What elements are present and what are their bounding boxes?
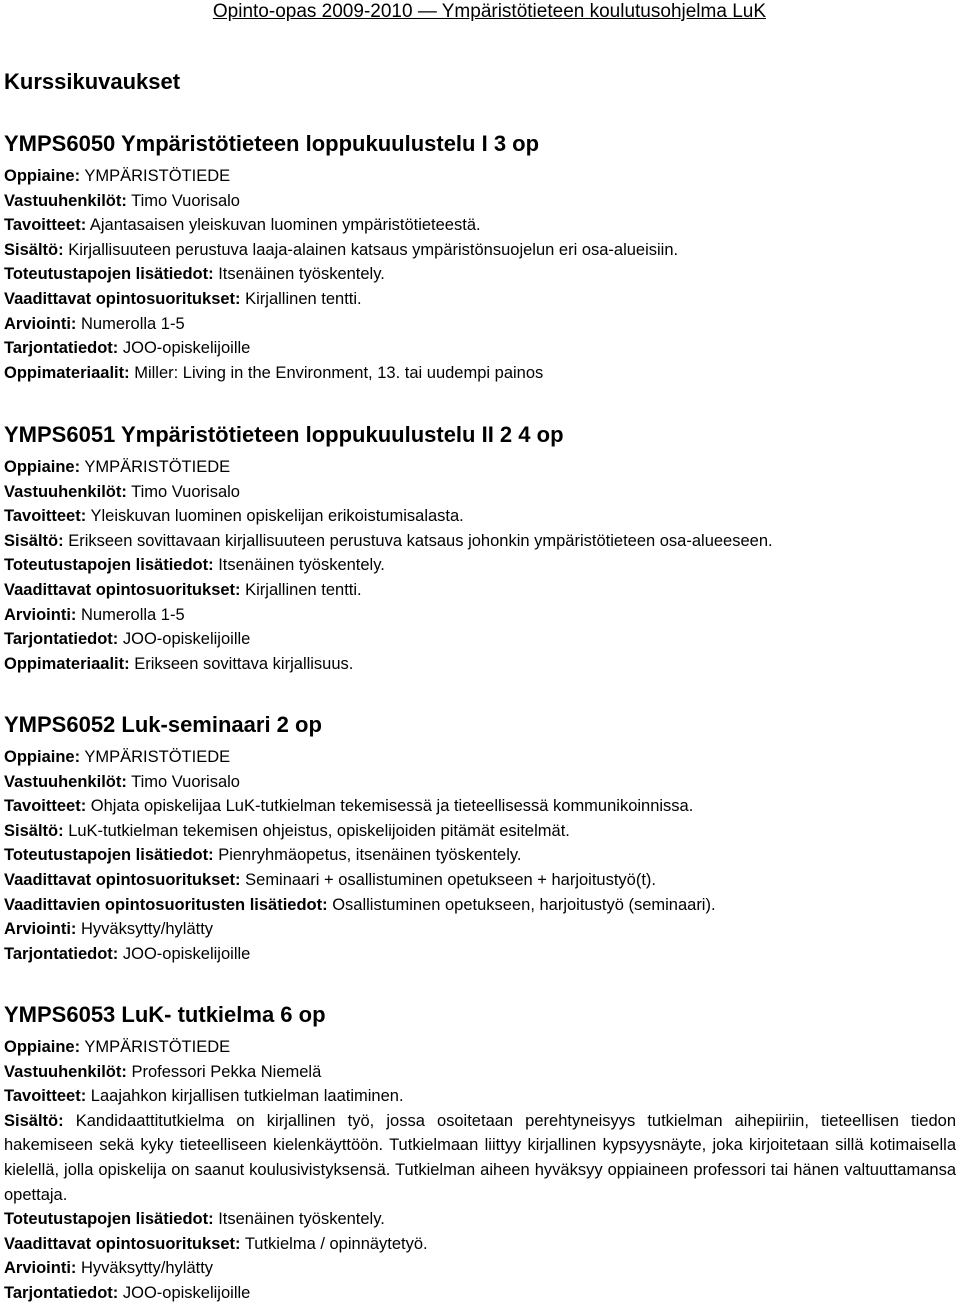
field-label: Arviointi: <box>4 314 77 333</box>
field-value: Timo Vuorisalo <box>126 191 240 210</box>
field-value: YMPÄRISTÖTIEDE <box>80 748 231 766</box>
field-value: JOO-opiskelijoille <box>118 339 251 358</box>
page-header-link[interactable]: Opinto-opas 2009-2010 — Ympäristötieteen koulutusohjelma LuK <box>212 1 766 22</box>
field-tarjontatiedot <box>4 1281 956 1306</box>
field-label: Sisältö: <box>4 531 64 550</box>
field-label: Tavoitteet: <box>4 507 87 526</box>
field-vaadittavat-opintosuoritukset <box>4 287 956 312</box>
field-value: Itsenäinen työskentely. <box>213 556 385 575</box>
field-label: Sisältö: <box>4 1111 64 1130</box>
field-value: Kirjallisuuteen perustuva laaja-alainen katsaus ympäristönsuojelun eri osa-alueisiin. <box>63 240 679 259</box>
field-value: Itsenäinen työskentely. <box>213 265 385 284</box>
field-vastuuhenkilot <box>4 480 956 505</box>
field-value: Kirjallinen tentti. <box>240 580 362 599</box>
field-tavoitteet <box>4 794 956 819</box>
field-value: Ohjata opiskelijaa LuK-tutkielman tekemisessä ja tieteellisessä kommunikoinnissa. <box>86 797 694 816</box>
field-tarjontatiedot <box>4 336 956 361</box>
field-tarjontatiedot <box>4 942 956 967</box>
field-vastuuhenkilot <box>4 1060 956 1085</box>
field-value: JOO-opiskelijoille <box>118 944 251 963</box>
field-label: Vastuuhenkilöt: <box>4 482 127 501</box>
field-value: Laajahkon kirjallisen tutkielman laatiminen. <box>86 1087 404 1106</box>
field-oppiaine <box>4 745 956 770</box>
field-label: Vastuuhenkilöt: <box>4 1062 127 1081</box>
field-value: Numerolla 1-5 <box>76 605 185 624</box>
course-title: YMPS6053 LuK- tutkielma 6 op <box>4 1002 326 1027</box>
field-toteutustapojen-lisatiedot <box>4 262 956 287</box>
field-label: Toteutustapojen lisätiedot: <box>4 846 214 865</box>
field-value: Miller: Living in the Environment, 13. tai uudempi painos <box>129 363 544 382</box>
field-label: Oppiaine: <box>4 748 81 766</box>
field-oppimateriaalit <box>4 361 956 386</box>
field-value: JOO-opiskelijoille <box>118 630 251 649</box>
field-value: Seminaari + osallistuminen opetukseen + harjoitustyö(t). <box>240 870 657 889</box>
field-value: Erikseen sovittava kirjallisuus. <box>129 654 354 673</box>
field-tavoitteet <box>4 504 956 529</box>
field-oppiaine <box>4 455 956 480</box>
field-label: Sisältö: <box>4 240 64 259</box>
field-value: Itsenäinen työskentely. <box>213 1210 385 1229</box>
field-label: Vaadittavat opintosuoritukset: <box>4 289 241 308</box>
course-ymps6050 <box>4 130 956 385</box>
field-value: Timo Vuorisalo <box>126 482 240 501</box>
field-value: Erikseen sovittavaan kirjallisuuteen perustuva katsaus johonkin ympäristötieteen osa-alueeseen. <box>63 531 773 550</box>
field-vastuuhenkilot <box>4 770 956 795</box>
field-label: Tarjontatiedot: <box>4 1283 119 1302</box>
field-label: Sisältö: <box>4 821 64 840</box>
field-tarjontatiedot <box>4 627 956 652</box>
field-value: Osallistuminen opetukseen, harjoitustyö (seminaari). <box>327 895 716 914</box>
field-vaadittavat-opintosuoritukset <box>4 1232 956 1257</box>
field-sisalto <box>4 1109 956 1207</box>
course-title: YMPS6051 Ympäristötieteen loppukuulustelu II 2 4 op <box>4 422 564 447</box>
field-arviointi <box>4 917 956 942</box>
field-value: YMPÄRISTÖTIEDE <box>80 1038 231 1056</box>
field-arviointi <box>4 1256 956 1281</box>
course-title: YMPS6052 Luk-seminaari 2 op <box>4 712 322 737</box>
field-label: Arviointi: <box>4 1259 77 1278</box>
field-label: Vastuuhenkilöt: <box>4 191 127 210</box>
field-sisalto <box>4 238 956 263</box>
field-value: Hyväksytty/hylätty <box>76 920 214 939</box>
field-label: Oppiaine: <box>4 167 81 185</box>
field-label: Toteutustapojen lisätiedot: <box>4 556 214 575</box>
field-oppiaine <box>4 1035 956 1060</box>
field-label: Arviointi: <box>4 605 77 624</box>
field-value: Kirjallinen tentti. <box>240 289 362 308</box>
field-label: Vaadittavien opintosuoritusten lisätiedot: <box>4 895 328 914</box>
field-vaadittavat-opintosuoritukset <box>4 578 956 603</box>
field-label: Oppimateriaalit: <box>4 654 130 673</box>
field-sisalto <box>4 529 956 554</box>
course-title: YMPS6050 Ympäristötieteen loppukuulustelu I 3 op <box>4 131 540 156</box>
field-toteutustapojen-lisatiedot <box>4 553 956 578</box>
field-label: Oppimateriaalit: <box>4 363 130 382</box>
field-label: Vaadittavat opintosuoritukset: <box>4 580 241 599</box>
field-vaadittavat-opintosuoritukset <box>4 868 956 893</box>
field-label: Vaadittavat opintosuoritukset: <box>4 870 241 889</box>
field-value: Professori Pekka Niemelä <box>126 1062 322 1081</box>
field-value: Timo Vuorisalo <box>126 772 240 791</box>
field-arviointi <box>4 603 956 628</box>
field-sisalto <box>4 819 956 844</box>
field-value: Yleiskuvan luominen opiskelijan erikoistumisalasta. <box>86 507 464 526</box>
field-value: Numerolla 1-5 <box>76 314 185 333</box>
field-label: Tavoitteet: <box>4 216 87 235</box>
field-vaadittavien-opintosuoritusten-lisatiedot <box>4 893 956 918</box>
field-value: Pienryhmäopetus, itsenäinen työskentely. <box>213 846 522 865</box>
field-label: Toteutustapojen lisätiedot: <box>4 265 214 284</box>
section-title: Kurssikuvaukset <box>4 69 181 94</box>
field-vastuuhenkilot <box>4 189 956 214</box>
field-value: JOO-opiskelijoille <box>118 1283 251 1302</box>
field-value: LuK-tutkielman tekemisen ohjeistus, opiskelijoiden pitämät esitelmät. <box>63 821 570 840</box>
field-oppimateriaalit <box>4 652 956 677</box>
field-label: Tavoitteet: <box>4 797 87 816</box>
course-ymps6051 <box>4 421 956 676</box>
field-label: Tarjontatiedot: <box>4 339 119 358</box>
field-value: Hyväksytty/hylätty <box>76 1259 214 1278</box>
field-label: Tavoitteet: <box>4 1087 87 1106</box>
field-value: Tutkielma / opinnäytetyö. <box>240 1234 428 1253</box>
field-label: Oppiaine: <box>4 458 81 476</box>
field-value: Kandidaattitutkielma on kirjallinen työ, jossa osoitetaan perehtyneisyys tutkielman aihepiiriin, tieteellisen tiedon hakemiseen sekä kyky tieteelliseen kielenkäyttöön. Tutkielmaan liittyy kirjallinen kypsyysnäyte, joka kirjoitetaan sillä kotimaisella kielellä, jolla opiskelija on saanut koulusivistyksensä. Tutkielman aiheen hyväksyy oppiaineen professori tai hänen valtuuttamansa opettaja. <box>4 1111 956 1204</box>
field-label: Vastuuhenkilöt: <box>4 772 127 791</box>
field-tavoitteet <box>4 213 956 238</box>
field-label: Oppiaine: <box>4 1038 81 1056</box>
field-toteutustapojen-lisatiedot <box>4 1207 956 1232</box>
field-tavoitteet <box>4 1084 956 1109</box>
field-label: Arviointi: <box>4 920 77 939</box>
field-label: Vaadittavat opintosuoritukset: <box>4 1234 241 1253</box>
field-value: Ajantasaisen yleiskuvan luominen ympäristötieteestä. <box>86 216 481 235</box>
field-arviointi <box>4 312 956 337</box>
field-toteutustapojen-lisatiedot <box>4 843 956 868</box>
field-label: Tarjontatiedot: <box>4 944 119 963</box>
course-ymps6053 <box>4 1001 956 1306</box>
course-ymps6052 <box>4 711 956 966</box>
field-value: YMPÄRISTÖTIEDE <box>80 458 231 476</box>
field-oppiaine <box>4 164 956 189</box>
field-value: YMPÄRISTÖTIEDE <box>80 167 231 185</box>
field-label: Tarjontatiedot: <box>4 630 119 649</box>
field-label: Toteutustapojen lisätiedot: <box>4 1210 214 1229</box>
